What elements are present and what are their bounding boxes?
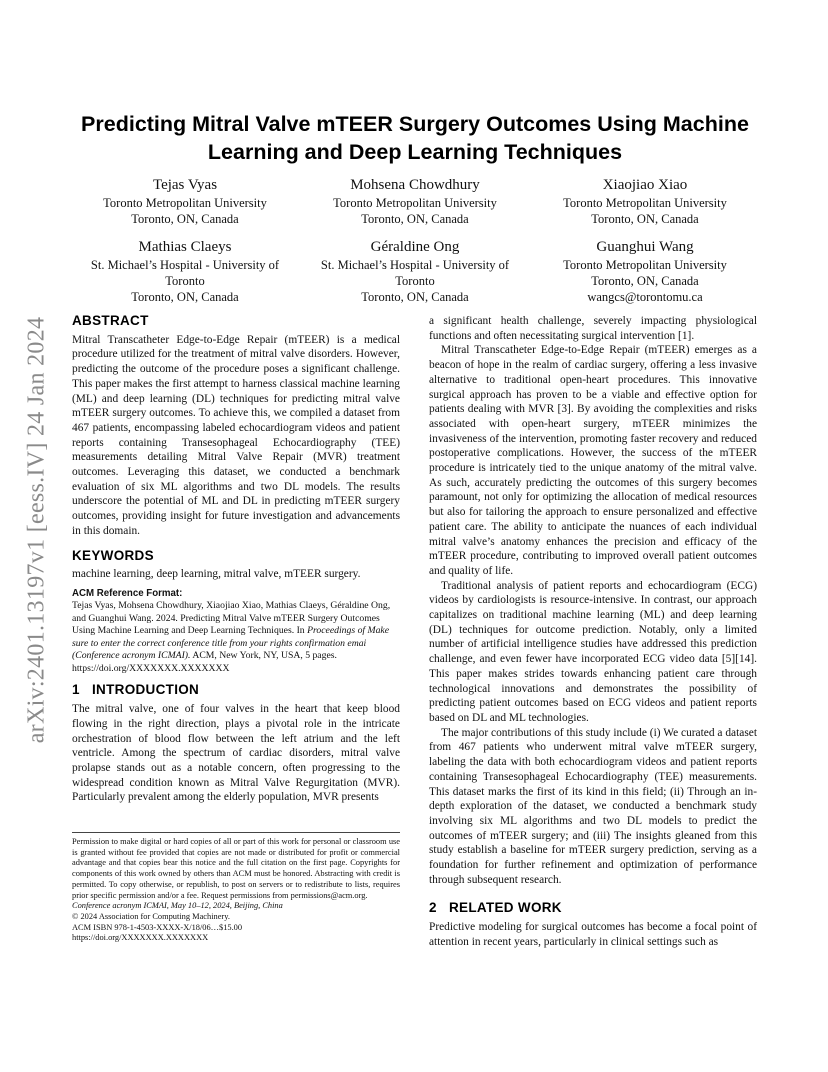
author-affiliation: Toronto Metropolitan University bbox=[103, 196, 267, 210]
paper-title bbox=[70, 110, 760, 166]
arxiv-identifier: arXiv:2401.13197v1 [eess.IV] 24 Jan 2024 bbox=[23, 316, 50, 744]
acm-reference-heading: ACM Reference Format: bbox=[72, 587, 183, 599]
author-affiliation: Toronto Metropolitan University bbox=[563, 196, 727, 210]
author-affiliation-cont: Toronto bbox=[395, 274, 435, 288]
author-name: Tejas Vyas bbox=[152, 177, 218, 193]
author-card bbox=[530, 175, 760, 227]
isbn-line: ACM ISBN 978-1-4503-XXXX-X/18/06…$15.00 bbox=[72, 922, 243, 932]
author-card bbox=[530, 237, 760, 305]
author-card bbox=[300, 237, 530, 305]
abstract-text: Mitral Transcatheter Edge-to-Edge Repair (mTEER) is a medical procedure utilized for the treatment of mitral valve disorders. However, predicting the outcome of the procedure poses a significant challenge. This paper makes the first attempt to harness classical machine learning (ML) and deep learning (DL) techniques for predicting mitral valve mTEER surgery outcomes. To achieve this, we compiled a dataset from 467 patients, encompassing labeled echocardiogram videos and patient reports containing Transesophageal Echocardiography (TEE) measurements detailing Mitral Valve Repair (MVR) treatment outcomes. Leveraging this dataset, we conducted a benchmark evaluation of six ML algorithms and two DL models. The results underscore the potential of ML and DL in predicting mTEER surgery outcomes, providing insight for future investigation and advancements in this domain. bbox=[72, 333, 400, 537]
author-location: Toronto, ON, Canada bbox=[131, 212, 239, 226]
author-name: Guanghui Wang bbox=[596, 239, 694, 255]
conference-line: Conference acronym ICMAI, May 10–12, 2024, Beijing, China bbox=[72, 901, 283, 911]
section-number: 1 bbox=[72, 682, 80, 698]
acm-reference-tail: ACM, New York, NY, USA, 5 pages. https://doi.org/XXXXXXX.XXXXXXX bbox=[72, 650, 337, 674]
title-line-1: Predicting Mitral Valve mTEER Surgery Outcomes Using Machine bbox=[81, 112, 749, 136]
acm-reference bbox=[72, 588, 400, 676]
section-title: INTRODUCTION bbox=[92, 682, 200, 698]
author-affiliation: St. Michael’s Hospital - University of bbox=[320, 258, 510, 272]
author-block bbox=[70, 175, 760, 305]
related-work-paragraph-1: Predictive modeling for surgical outcomes has become a focal point of attention in recent years, particularly in clinical settings such as bbox=[429, 921, 757, 948]
intro-paragraph-3: Traditional analysis of patient reports and echocardiogram (ECG) videos by cardiologists is resource-intensive. In contrast, our approach capitalizes on traditional machine learning (ML) and deep learning (DL) techniques for outcome prediction. Notably, only a limited number of artificial intelligence studies have addressed this prediction challenge, and even fewer have incorporated ECG video data [5][14]. This paper makes strides towards enhancing patient care through technological innovations and demonstrates the possibility of predicting patient outcomes based on ECG videos and patient reports based on DL and ML technologies. bbox=[429, 579, 757, 724]
left-column bbox=[72, 314, 400, 805]
introduction-heading bbox=[72, 683, 400, 698]
abstract-heading: ABSTRACT bbox=[72, 313, 149, 328]
author-name: Xiaojiao Xiao bbox=[602, 177, 688, 193]
permission-footnote bbox=[72, 832, 400, 944]
author-location: Toronto, ON, Canada bbox=[361, 212, 469, 226]
section-number: 2 bbox=[429, 900, 437, 916]
section-title: RELATED WORK bbox=[449, 900, 562, 916]
keywords-text: machine learning, deep learning, mitral valve, mTEER surgery. bbox=[72, 568, 361, 581]
acm-reference-proceedings: Proceedings of Make sure to enter the correct conference title from your rights confirmation emai (Conference acronym ICMAI). bbox=[72, 625, 390, 662]
intro-paragraph-1: The mitral valve, one of four valves in the heart that keep blood flowing in the right direction, plays a pivotal role in the intricate orchestration of blood flow between the left atrium and the left ventricle. Among the spectrum of cardiac disorders, mitral valve prolapse stands out as a notable concern, often progressing to the widespread condition known as Mitral Valve Regurgitation (MVR). Particularly prevalent among the elderly population, MVR presents bbox=[72, 703, 400, 804]
author-card bbox=[70, 175, 300, 227]
related-work-heading bbox=[429, 901, 757, 916]
author-affiliation: Toronto Metropolitan University bbox=[333, 196, 497, 210]
arxiv-identifier-sidebar bbox=[22, 290, 52, 770]
intro-paragraph-4: The major contributions of this study include (i) We curated a dataset from 467 patients who underwent mitral valve mTEER surgery, labeling the data with both echocardiogram videos and patient reports containing Transesophageal Echocardiography (TEE) measurements. This dataset marks the first of its kind in this field; (ii) Through an in-depth exploration of the dataset, we conducted a benchmark study involving six ML algorithms and two DL models to predict the outcomes of mTEER surgery; and (iii) The insights gleaned from this study establish a baseline for mTEER surgery prediction, serving as a foundation for further refinement and optimization of performance through subsequent research. bbox=[429, 726, 757, 886]
keywords-heading: KEYWORDS bbox=[72, 547, 154, 563]
author-name: Mathias Claeys bbox=[138, 239, 232, 255]
author-email[interactable]: wangcs@torontomu.ca bbox=[587, 290, 703, 304]
intro-paragraph-2: Mitral Transcatheter Edge-to-Edge Repair (mTEER) emerges as a beacon of hope in the realm of cardiac surgery, offering a less invasive alternative to traditional open-heart procedures. This innovative surgical approach has proven to be a viable and effective option for patients dealing with MVR [3]. By avoiding the complexities and risks associated with open-heart surgery, mTEER minimizes the invasiveness of the intervention, promoting faster recovery and reduced postoperative complications. However, the success of the mTEER procedure is intricately tied to the unique anatomy of the mitral valve. As such, accurately predicting the outcomes of this surgery becomes paramount, not only for optimizing the allocation of medical resources but also for tailoring the approach to ensure personalized and effective patient care. The ability to anticipate the nuances of each individual mitral valve’s anatomy enhances the precision and efficacy of the mTEER procedure, contributing to improved overall patient outcomes and quality of life. bbox=[429, 344, 757, 577]
title-line-2: Learning and Deep Learning Techniques bbox=[207, 140, 623, 164]
doi-link[interactable]: https://doi.org/XXXXXXX.XXXXXXX bbox=[72, 933, 209, 943]
author-card bbox=[70, 237, 300, 305]
author-location: Toronto, ON, Canada bbox=[131, 290, 239, 304]
right-column bbox=[429, 314, 757, 950]
copyright-line: © 2024 Association for Computing Machinery. bbox=[72, 911, 230, 921]
author-location: Toronto, ON, Canada bbox=[591, 274, 699, 288]
permission-text: Permission to make digital or hard copies of all or part of this work for personal or classroom use is granted without fee provided that copies are not made or distributed for profit or commercial advantage and that copies bear this notice and the full citation on the first page. Copyrights for components of this work owned by others than ACM must be honored. Abstracting with credit is permitted. To copy otherwise, or republish, to post on servers or to redistribute to lists, requires prior specific permission and/or a fee. Request permissions from permissions@acm.org. bbox=[72, 837, 400, 900]
author-card bbox=[300, 175, 530, 227]
intro-paragraph-1-continued: a significant health challenge, severely impacting physiological functions and often necessitating surgical intervention [1]. bbox=[429, 315, 757, 342]
author-location: Toronto, ON, Canada bbox=[591, 212, 699, 226]
author-affiliation-cont: Toronto bbox=[165, 274, 205, 288]
author-name: Géraldine Ong bbox=[370, 239, 460, 255]
author-affiliation: St. Michael’s Hospital - University of bbox=[90, 258, 280, 272]
author-affiliation: Toronto Metropolitan University bbox=[563, 258, 727, 272]
acm-reference-text: Tejas Vyas, Mohsena Chowdhury, Xiaojiao Xiao, Mathias Claeys, Géraldine Ong, and Guanghui Wang. 2024. Predicting Mitral Valve mTEER Surgery Outcomes Using Machine Learning and Deep Learning Techniques. In bbox=[72, 600, 391, 637]
author-name: Mohsena Chowdhury bbox=[350, 177, 480, 193]
author-location: Toronto, ON, Canada bbox=[361, 290, 469, 304]
